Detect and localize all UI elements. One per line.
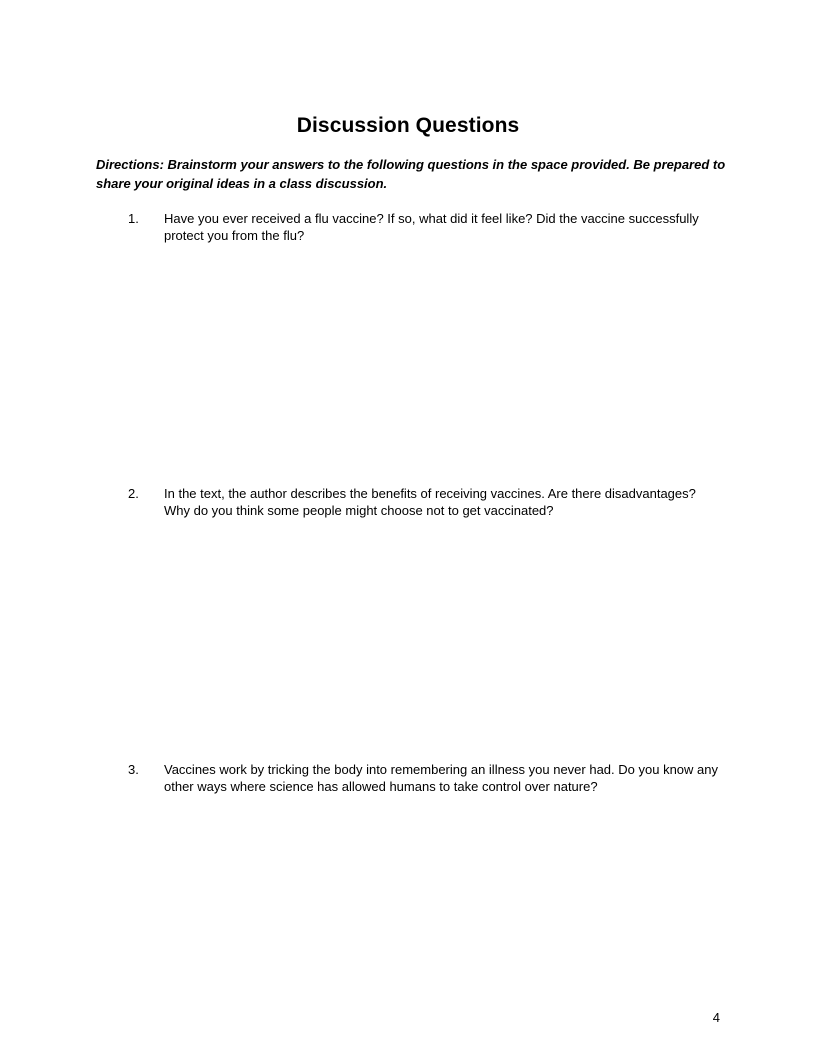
- page-title: Discussion Questions: [296, 114, 520, 137]
- page-number: 4: [712, 1010, 720, 1025]
- question-number: 3.: [128, 762, 139, 777]
- question-text: Vaccines work by tricking the body into remembering an illness you never had. Do you know any other ways where science has allowed humans to take control over nature?: [164, 762, 718, 794]
- question-number: 1.: [128, 211, 139, 226]
- question-text: In the text, the author describes the benefits of receiving vaccines. Are there disadvantages? Why do you think some people might choose not to get vaccinated?: [164, 486, 696, 518]
- question-number: 2.: [128, 486, 139, 501]
- directions-text: Directions: Brainstorm your answers to the following questions in the space provided. Be prepared to share your original ideas in a class discussion.: [96, 157, 726, 191]
- question-text: Have you ever received a flu vaccine? If so, what did it feel like? Did the vaccine successfully protect you from the flu?: [164, 211, 699, 243]
